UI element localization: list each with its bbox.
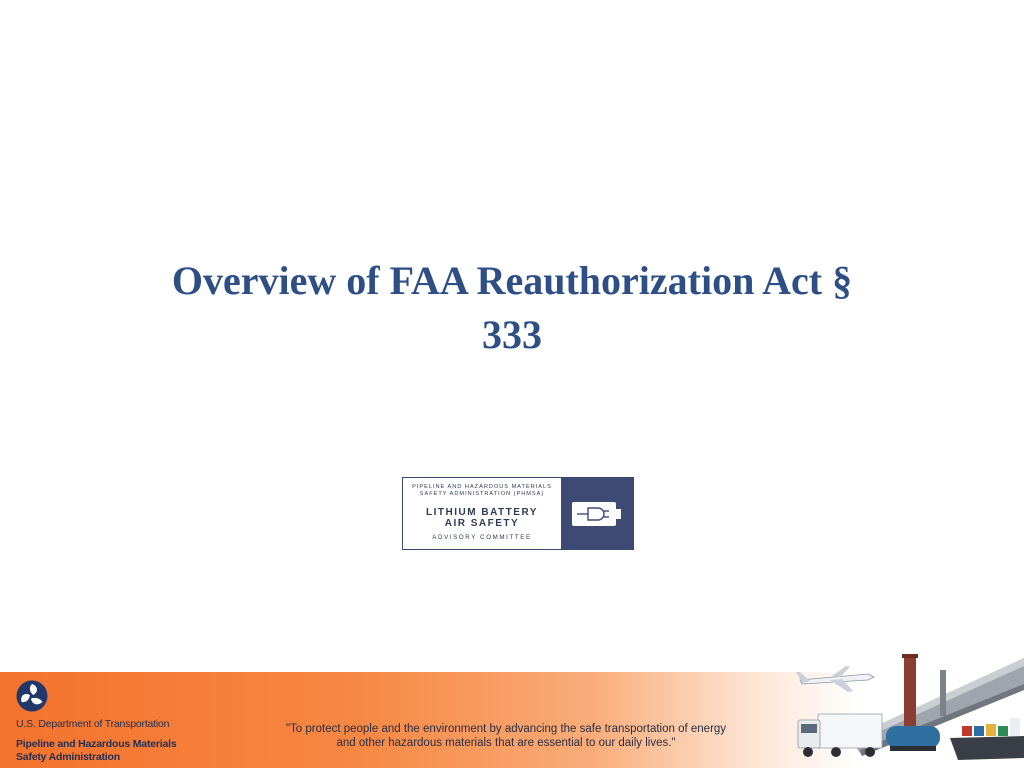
committee-logo-panel (561, 478, 633, 549)
agency-name-line-2: Safety Administration (16, 751, 120, 763)
slide-title-line-2: 333 (482, 312, 542, 357)
agency-name-line-1: Pipeline and Hazardous Materials (16, 738, 177, 750)
mission-statement (246, 722, 766, 750)
cargo-ship-icon (950, 718, 1024, 760)
slide-title (100, 254, 924, 362)
mission-line-1: "To protect people and the environment by advancing the safe transportation of energy (285, 723, 727, 735)
department-name: U.S. Department of Transportation (16, 718, 170, 730)
committee-subtitle: ADVISORY COMMITTEE (432, 534, 532, 541)
committee-name-line-2: AIR SAFETY (444, 518, 520, 529)
tank-railcar-icon (886, 726, 940, 751)
transportation-collage (790, 628, 1024, 768)
committee-logo (402, 477, 634, 550)
committee-name-line-1: LITHIUM BATTERY (426, 507, 538, 518)
committee-agency-line-1: PIPELINE AND HAZARDOUS MATERIALS (412, 484, 552, 490)
committee-agency-line-2: SAFETY ADMINISTRATION (PHMSA) (419, 491, 545, 497)
truck-icon (798, 714, 882, 757)
slide-title-line-1: Overview of FAA Reauthorization Act § (171, 258, 853, 303)
battery-plug-icon (570, 499, 624, 529)
mission-line-2: and other hazardous materials that are essential to our daily lives." (336, 737, 676, 749)
committee-logo-text (403, 478, 561, 549)
chimney-icon (902, 654, 918, 726)
dot-triskelion-icon (16, 680, 48, 712)
airplane-icon (796, 666, 874, 692)
